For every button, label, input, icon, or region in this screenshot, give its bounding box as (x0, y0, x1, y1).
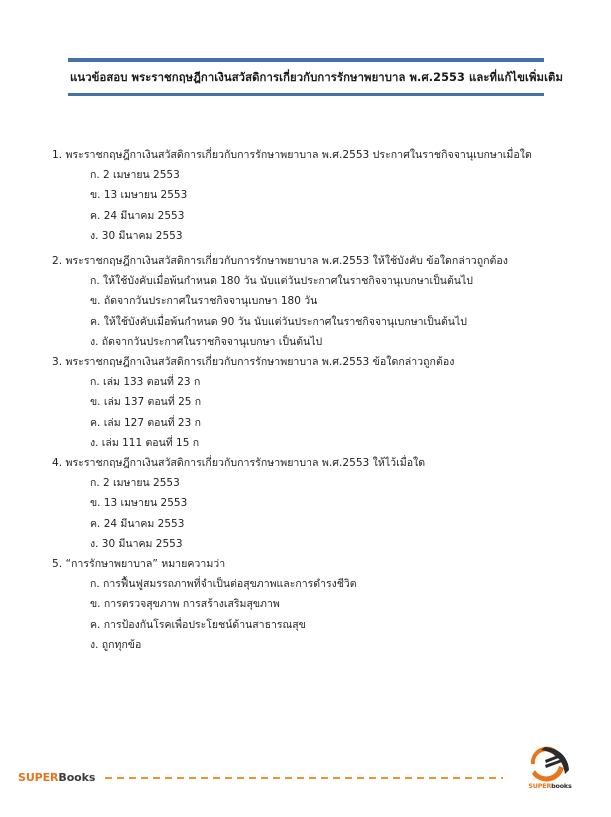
question-block-1 (52, 148, 572, 243)
choice-item: ค. 24 มีนาคม 2553 (90, 209, 185, 222)
choice-item: ก. 2 เมษายน 2553 (90, 477, 180, 490)
question-text: 1. พระราชกฤษฎีกาเงินสวัสดิการเกี่ยวกับการรักษาพยาบาล พ.ศ.2553 ประกาศในราชกิจจานุเบกษาเมื่อใด (52, 149, 532, 161)
choice-item: ข. การตรวจสุขภาพ การสร้างเสริมสุขภาพ (90, 598, 280, 611)
choice-item: ง. 30 มีนาคม 2553 (90, 229, 183, 242)
question-text: 2. พระราชกฤษฎีกาเงินสวัสดิการเกี่ยวกับการรักษาพยาบาล พ.ศ.2553 ให้ใช้บังคับ ข้อใดกล่าวถูกต้อง (52, 254, 508, 267)
choice-item: ก. ให้ใช้บังคับเมื่อพ้นกำหนด 180 วัน นับแต่วันประกาศในราชกิจจานุเบกษาเป็นต้นไป (90, 275, 473, 288)
document-header (68, 58, 564, 96)
question-text: 3. พระราชกฤษฎีกาเงินสวัสดิการเกี่ยวกับการรักษาพยาบาล พ.ศ.2553 ข้อใดกล่าวถูกต้อง (52, 355, 455, 368)
footer-logo-caption-super: SUPER (528, 782, 552, 790)
choice-item: ข. 13 เมษายน 2553 (90, 189, 188, 202)
choice-item: ง. 30 มีนาคม 2553 (90, 537, 183, 550)
choice-item: ค. การป้องกันโรคเพื่อประโยชน์ด้านสาธารณสุข (90, 618, 306, 631)
choice-item: ข. ถัดจากวันประกาศในราชกิจจานุเบกษา 180 วัน (90, 295, 318, 308)
question-block-4 (52, 456, 572, 551)
document-footer (0, 762, 611, 802)
choice-item: ข. เล่ม 137 ตอนที่ 25 ก (90, 396, 202, 409)
choice-item: ค. 24 มีนาคม 2553 (90, 517, 185, 530)
choice-item: ข. 13 เมษายน 2553 (90, 497, 188, 510)
footer-logo (519, 744, 581, 796)
footer-brand-super: SUPER (18, 771, 59, 784)
choice-item: ค. ให้ใช้บังคับเมื่อพ้นกำหนด 90 วัน นับแต่วันประกาศในราชกิจจานุเบกษาเป็นต้นไป (90, 315, 467, 328)
page-title: แนวข้อสอบ พระราชกฤษฎีกาเงินสวัสดิการเกี่ยวกับการรักษาพยาบาล พ.ศ.2553 และที่แก้ไขเพิ่มเติม (70, 71, 564, 84)
superbooks-swoosh-icon (525, 744, 573, 784)
footer-logo-caption (519, 782, 581, 790)
footer-brand (18, 771, 95, 784)
choice-item: ง. ถูกทุกข้อ (90, 638, 142, 651)
question-block-3 (52, 355, 572, 450)
exam-question-list (52, 148, 572, 658)
choice-item: ง. เล่ม 111 ตอนที่ 15 ก (90, 436, 200, 449)
footer-logo-caption-books: books (551, 782, 572, 790)
choice-item: ก. เล่ม 133 ตอนที่ 23 ก (90, 376, 201, 389)
choice-item: ก. การฟื้นฟูสมรรถภาพที่จำเป็นต่อสุขภาพและการดำรงชีวิต (90, 578, 357, 591)
choice-item: ง. ถัดจากวันประกาศในราชกิจจานุเบกษา เป็นต้นไป (90, 335, 323, 348)
footer-dashed-divider (105, 777, 503, 779)
question-text: 5. “การรักษาพยาบาล” หมายความว่า (52, 557, 226, 570)
question-block-2 (52, 254, 572, 349)
footer-brand-books: Books (58, 771, 96, 784)
question-text: 4. พระราชกฤษฎีกาเงินสวัสดิการเกี่ยวกับการรักษาพยาบาล พ.ศ.2553 ให้ไว้เมื่อใด (52, 456, 426, 469)
choice-item: ก. 2 เมษายน 2553 (90, 169, 180, 182)
question-block-5 (52, 557, 572, 652)
header-rule-bottom (68, 93, 544, 96)
choice-item: ค. เล่ม 127 ตอนที่ 23 ก (90, 416, 201, 429)
